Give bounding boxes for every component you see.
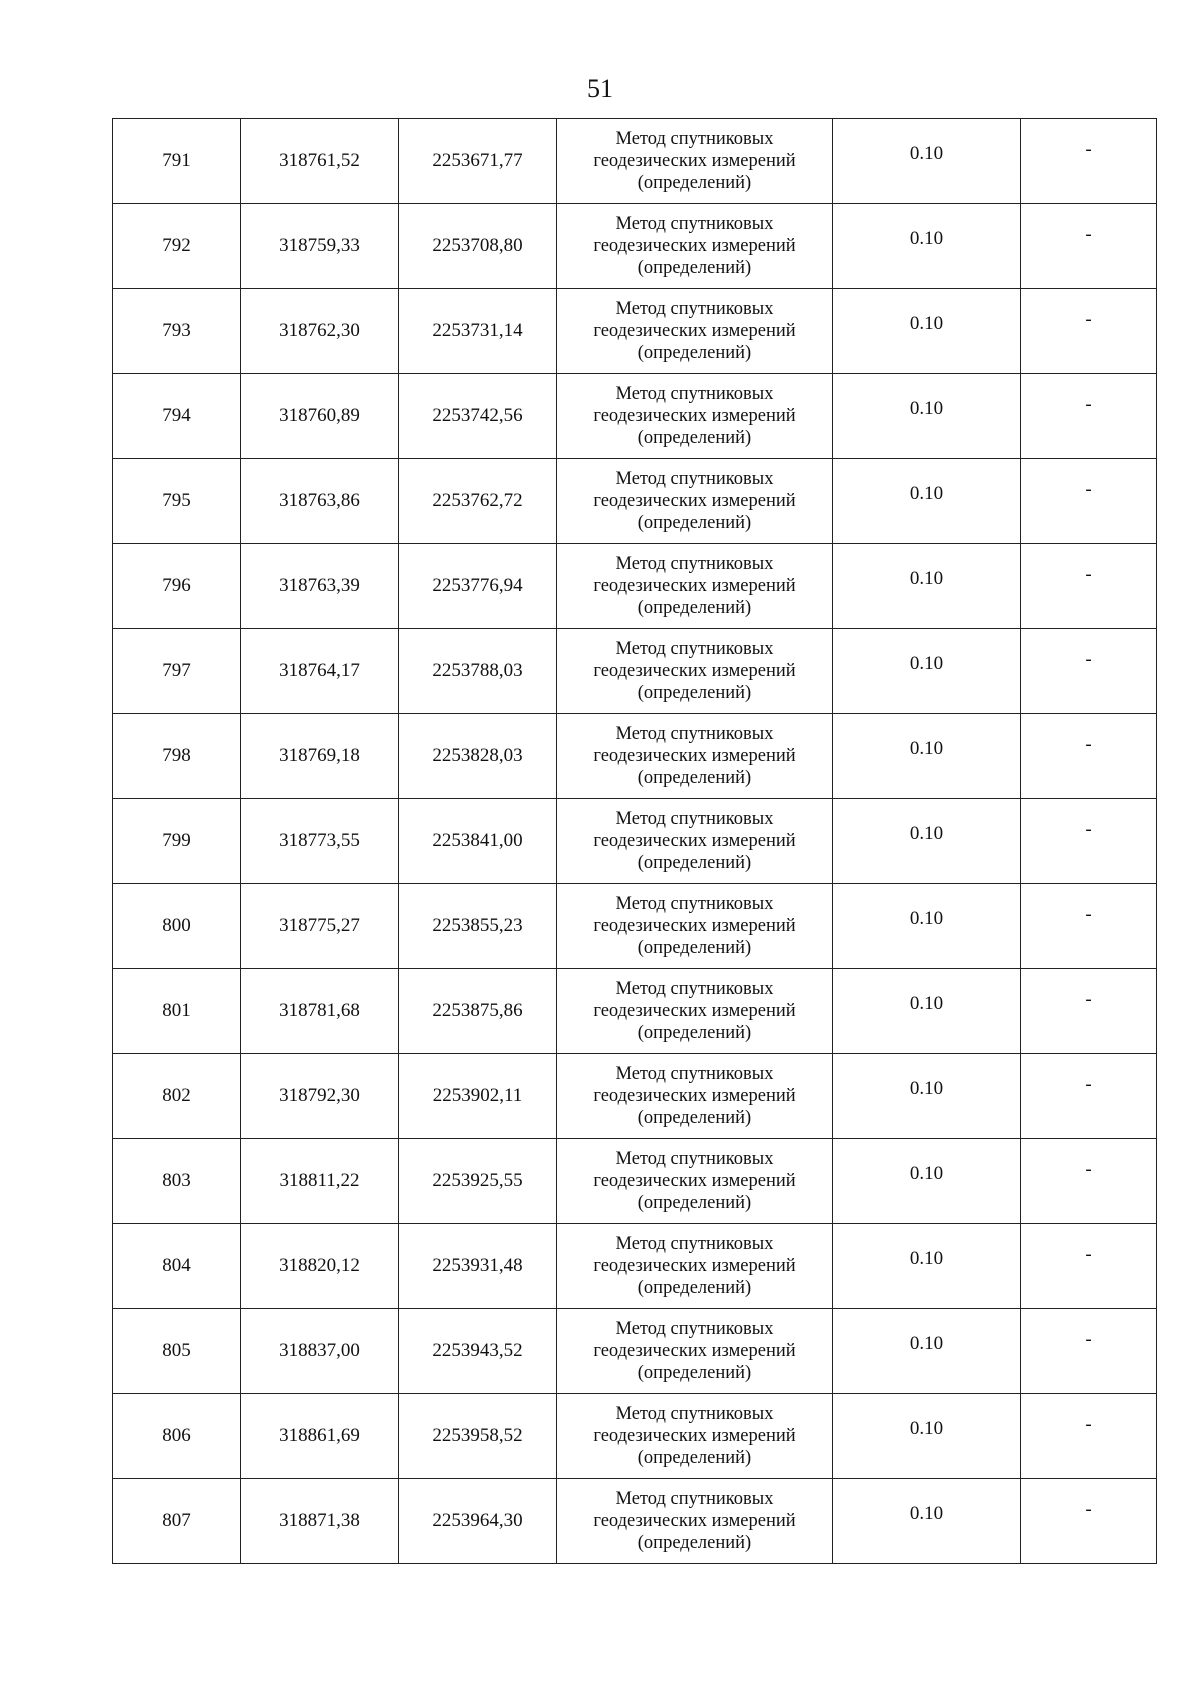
method-line: Метод спутниковых [615, 1404, 774, 1424]
accuracy-cell: 0.10 [833, 799, 1021, 884]
accuracy-cell: 0.10 [833, 1394, 1021, 1479]
table-row [113, 714, 1157, 799]
method-cell [557, 289, 833, 374]
x-coordinate-cell: 318763,86 [241, 459, 399, 544]
accuracy-cell: 0.10 [833, 289, 1021, 374]
y-coordinate-cell: 2253788,03 [399, 629, 557, 714]
note-cell: - [1021, 1479, 1157, 1564]
x-coordinate-cell: 318775,27 [241, 884, 399, 969]
x-coordinate-cell: 318762,30 [241, 289, 399, 374]
accuracy-cell: 0.10 [833, 714, 1021, 799]
point-number-cell: 803 [113, 1139, 241, 1224]
point-number-cell: 797 [113, 629, 241, 714]
method-line: (определений) [637, 1278, 752, 1298]
method-line: (определений) [637, 1023, 752, 1043]
x-coordinate-cell: 318871,38 [241, 1479, 399, 1564]
note-cell: - [1021, 799, 1157, 884]
method-line: Метод спутниковых [615, 809, 774, 829]
point-number-cell: 805 [113, 1309, 241, 1394]
method-line: (определений) [637, 1193, 752, 1213]
method-line: геодезических измерений [593, 661, 796, 681]
point-number-cell: 796 [113, 544, 241, 629]
y-coordinate-cell: 2253855,23 [399, 884, 557, 969]
method-line: (определений) [637, 853, 752, 873]
y-coordinate-cell: 2253776,94 [399, 544, 557, 629]
note-cell: - [1021, 1054, 1157, 1139]
x-coordinate-cell: 318820,12 [241, 1224, 399, 1309]
method-line: (определений) [637, 1533, 752, 1553]
y-coordinate-cell: 2253925,55 [399, 1139, 557, 1224]
x-coordinate-cell: 318861,69 [241, 1394, 399, 1479]
method-cell [557, 204, 833, 289]
y-coordinate-cell: 2253762,72 [399, 459, 557, 544]
table-row [113, 459, 1157, 544]
y-coordinate-cell: 2253964,30 [399, 1479, 557, 1564]
table-row [113, 1479, 1157, 1564]
method-line: Метод спутниковых [615, 384, 774, 404]
note-cell: - [1021, 119, 1157, 204]
y-coordinate-cell: 2253731,14 [399, 289, 557, 374]
note-cell: - [1021, 544, 1157, 629]
point-number-cell: 807 [113, 1479, 241, 1564]
method-line: Метод спутниковых [615, 129, 774, 149]
note-cell: - [1021, 969, 1157, 1054]
x-coordinate-cell: 318769,18 [241, 714, 399, 799]
method-cell [557, 374, 833, 459]
method-cell [557, 544, 833, 629]
method-line: геодезических измерений [593, 576, 796, 596]
y-coordinate-cell: 2253828,03 [399, 714, 557, 799]
table-row [113, 544, 1157, 629]
method-line: Метод спутниковых [615, 1234, 774, 1254]
method-line: Метод спутниковых [615, 469, 774, 489]
table-row [113, 1139, 1157, 1224]
note-cell: - [1021, 884, 1157, 969]
y-coordinate-cell: 2253943,52 [399, 1309, 557, 1394]
method-line: геодезических измерений [593, 236, 796, 256]
y-coordinate-cell: 2253931,48 [399, 1224, 557, 1309]
table-row [113, 374, 1157, 459]
accuracy-cell: 0.10 [833, 1224, 1021, 1309]
y-coordinate-cell: 2253841,00 [399, 799, 557, 884]
table-row [113, 1394, 1157, 1479]
note-cell: - [1021, 1309, 1157, 1394]
method-line: (определений) [637, 258, 752, 278]
point-number-cell: 794 [113, 374, 241, 459]
method-line: геодезических измерений [593, 1341, 796, 1361]
point-number-cell: 792 [113, 204, 241, 289]
method-line: Метод спутниковых [615, 1064, 774, 1084]
accuracy-cell: 0.10 [833, 629, 1021, 714]
method-cell [557, 1054, 833, 1139]
method-line: Метод спутниковых [615, 1149, 774, 1169]
method-line: (определений) [637, 1363, 752, 1383]
point-number-cell: 795 [113, 459, 241, 544]
method-line: (определений) [637, 938, 752, 958]
x-coordinate-cell: 318811,22 [241, 1139, 399, 1224]
y-coordinate-cell: 2253958,52 [399, 1394, 557, 1479]
method-line: геодезических измерений [593, 746, 796, 766]
y-coordinate-cell: 2253742,56 [399, 374, 557, 459]
point-number-cell: 801 [113, 969, 241, 1054]
x-coordinate-cell: 318760,89 [241, 374, 399, 459]
method-line: геодезических измерений [593, 406, 796, 426]
method-cell [557, 1224, 833, 1309]
y-coordinate-cell: 2253708,80 [399, 204, 557, 289]
x-coordinate-cell: 318781,68 [241, 969, 399, 1054]
method-line: Метод спутниковых [615, 1319, 774, 1339]
method-line: (определений) [637, 1448, 752, 1468]
method-line: (определений) [637, 768, 752, 788]
method-line: Метод спутниковых [615, 724, 774, 744]
note-cell: - [1021, 1139, 1157, 1224]
method-line: геодезических измерений [593, 916, 796, 936]
x-coordinate-cell: 318792,30 [241, 1054, 399, 1139]
x-coordinate-cell: 318763,39 [241, 544, 399, 629]
y-coordinate-cell: 2253902,11 [399, 1054, 557, 1139]
method-line: Метод спутниковых [615, 299, 774, 319]
x-coordinate-cell: 318764,17 [241, 629, 399, 714]
method-line: геодезических измерений [593, 831, 796, 851]
method-cell [557, 1479, 833, 1564]
method-line: Метод спутниковых [615, 1489, 774, 1509]
accuracy-cell: 0.10 [833, 1139, 1021, 1224]
method-line: геодезических измерений [593, 151, 796, 171]
method-line: Метод спутниковых [615, 979, 774, 999]
method-cell [557, 1394, 833, 1479]
point-number-cell: 800 [113, 884, 241, 969]
point-number-cell: 802 [113, 1054, 241, 1139]
page-number: 51 [587, 74, 613, 103]
coordinates-table [112, 118, 1157, 1564]
note-cell: - [1021, 459, 1157, 544]
note-cell: - [1021, 289, 1157, 374]
accuracy-cell: 0.10 [833, 1479, 1021, 1564]
table-row [113, 119, 1157, 204]
method-line: геодезических измерений [593, 1171, 796, 1191]
method-line: геодезических измерений [593, 1511, 796, 1531]
method-line: Метод спутниковых [615, 894, 774, 914]
method-line: геодезических измерений [593, 1426, 796, 1446]
note-cell: - [1021, 714, 1157, 799]
method-line: Метод спутниковых [615, 214, 774, 234]
table-row [113, 969, 1157, 1054]
accuracy-cell: 0.10 [833, 969, 1021, 1054]
method-line: (определений) [637, 173, 752, 193]
y-coordinate-cell: 2253671,77 [399, 119, 557, 204]
note-cell: - [1021, 629, 1157, 714]
table-row [113, 629, 1157, 714]
method-line: (определений) [637, 343, 752, 363]
table-row [113, 884, 1157, 969]
method-line: (определений) [637, 513, 752, 533]
method-cell [557, 459, 833, 544]
accuracy-cell: 0.10 [833, 374, 1021, 459]
table-row [113, 289, 1157, 374]
y-coordinate-cell: 2253875,86 [399, 969, 557, 1054]
x-coordinate-cell: 318759,33 [241, 204, 399, 289]
method-cell [557, 884, 833, 969]
x-coordinate-cell: 318761,52 [241, 119, 399, 204]
point-number-cell: 798 [113, 714, 241, 799]
method-line: геодезических измерений [593, 321, 796, 341]
table-row [113, 1054, 1157, 1139]
method-cell [557, 714, 833, 799]
method-cell [557, 969, 833, 1054]
table-row [113, 1309, 1157, 1394]
method-cell [557, 1309, 833, 1394]
method-line: (определений) [637, 428, 752, 448]
method-cell [557, 1139, 833, 1224]
table-row [113, 1224, 1157, 1309]
note-cell: - [1021, 1224, 1157, 1309]
table-row [113, 204, 1157, 289]
accuracy-cell: 0.10 [833, 119, 1021, 204]
point-number-cell: 791 [113, 119, 241, 204]
method-line: геодезических измерений [593, 491, 796, 511]
accuracy-cell: 0.10 [833, 884, 1021, 969]
method-line: (определений) [637, 1108, 752, 1128]
method-cell [557, 629, 833, 714]
table-row [113, 799, 1157, 884]
method-line: геодезических измерений [593, 1001, 796, 1021]
method-line: геодезических измерений [593, 1256, 796, 1276]
note-cell: - [1021, 204, 1157, 289]
point-number-cell: 804 [113, 1224, 241, 1309]
accuracy-cell: 0.10 [833, 1054, 1021, 1139]
method-line: Метод спутниковых [615, 554, 774, 574]
point-number-cell: 806 [113, 1394, 241, 1479]
point-number-cell: 793 [113, 289, 241, 374]
accuracy-cell: 0.10 [833, 1309, 1021, 1394]
x-coordinate-cell: 318773,55 [241, 799, 399, 884]
accuracy-cell: 0.10 [833, 544, 1021, 629]
accuracy-cell: 0.10 [833, 459, 1021, 544]
method-cell [557, 119, 833, 204]
method-line: Метод спутниковых [615, 639, 774, 659]
method-line: геодезических измерений [593, 1086, 796, 1106]
x-coordinate-cell: 318837,00 [241, 1309, 399, 1394]
method-line: (определений) [637, 598, 752, 618]
accuracy-cell: 0.10 [833, 204, 1021, 289]
method-line: (определений) [637, 683, 752, 703]
point-number-cell: 799 [113, 799, 241, 884]
note-cell: - [1021, 374, 1157, 459]
method-cell [557, 799, 833, 884]
coordinates-table-body [113, 119, 1157, 1564]
note-cell: - [1021, 1394, 1157, 1479]
